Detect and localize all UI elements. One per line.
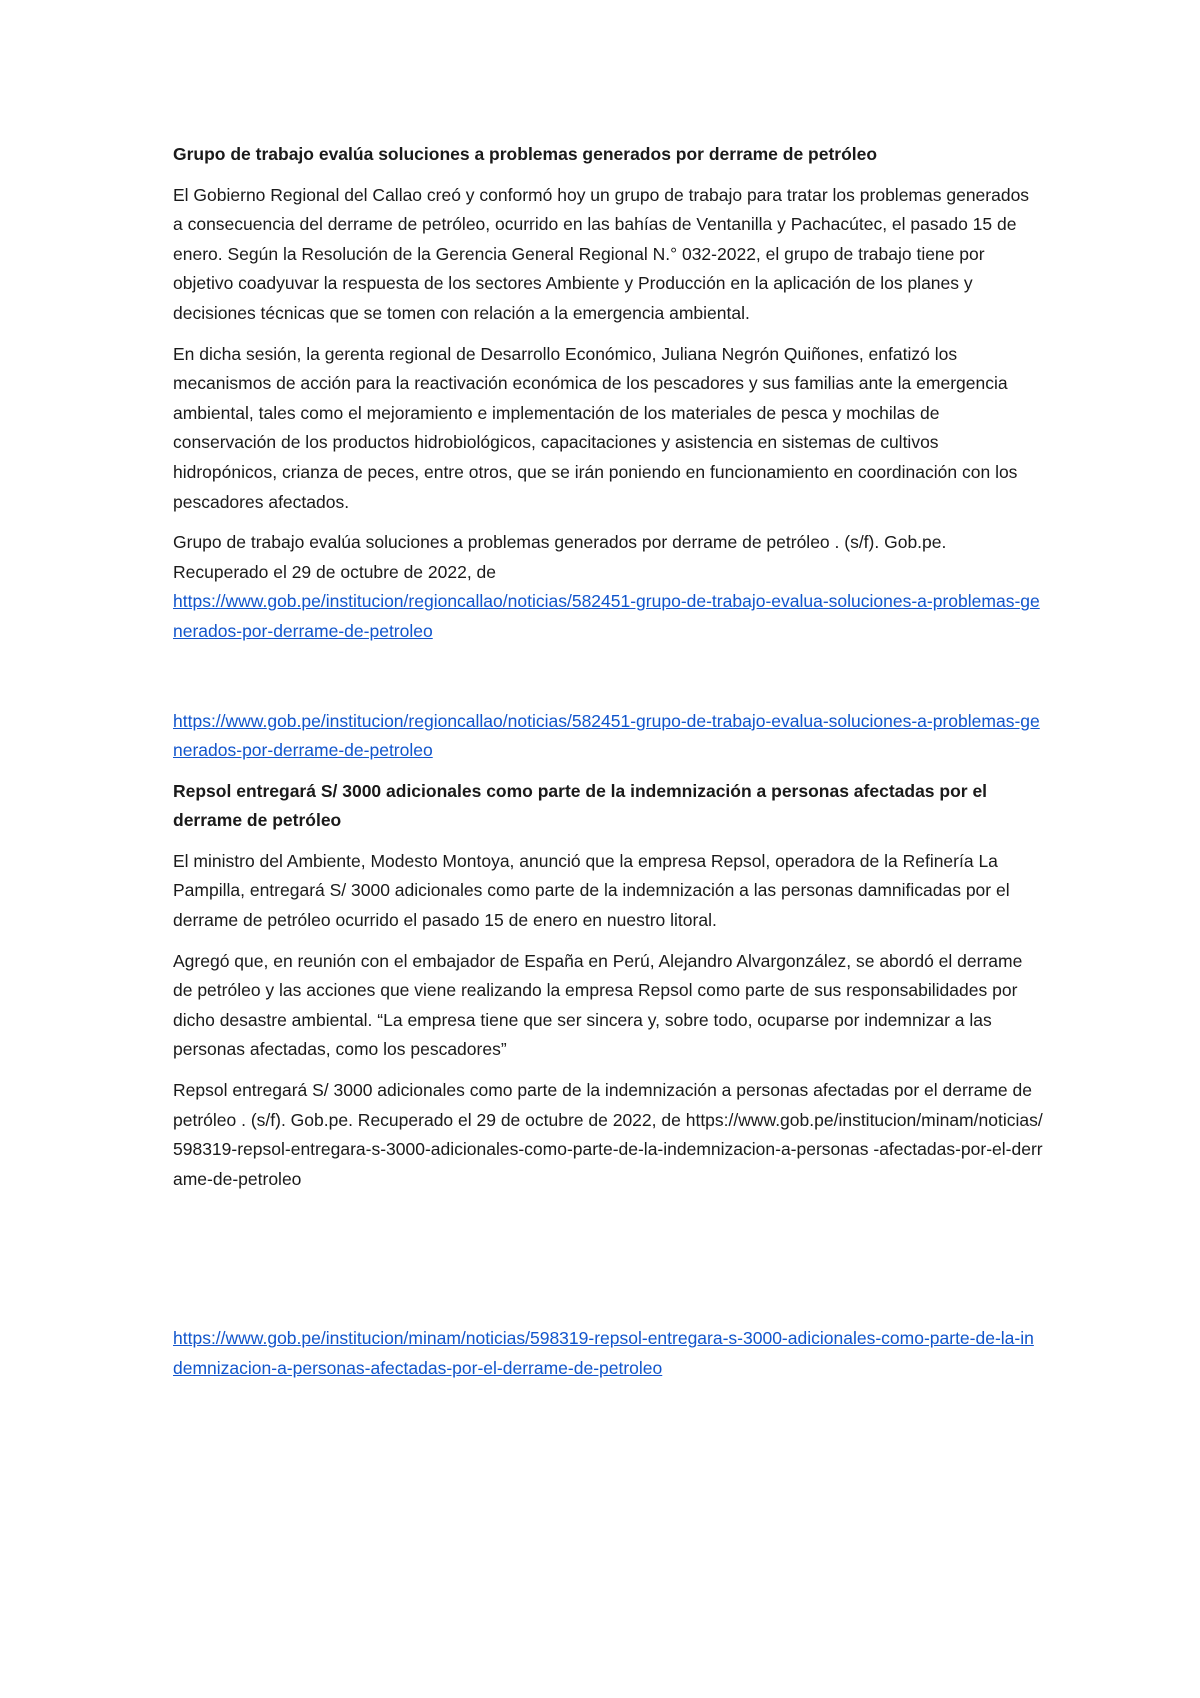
article1-paragraph-2: En dicha sesión, la gerenta regional de Desarrollo Económico, Juliana Negrón Quiñones, enfatizó los mecanismos de acción para la reactivación económica de los pescadores y sus familias ante la emergencia ambiental, tales como el mejoramiento e implementación de los materiales de pesca y mochilas de conservación de los productos hidrobiológicos, capacitaciones y asistencia en sistemas de cultivos hidropónicos, crianza de peces, entre otros, que se irán poniendo en funcionamiento en coordinación con los pescadores afectados.: [173, 343, 1018, 512]
article2-paragraph-1: El ministro del Ambiente, Modesto Montoya, anunció que la empresa Repsol, operadora de la Refinería La Pampilla, entregará S/ 3000 adicionales como parte de la indemnización a las personas damnificadas por el derrame de petróleo ocurrido el pasado 15 de enero en nuestro litoral.: [173, 850, 1010, 931]
article1-paragraph-1: El Gobierno Regional del Callao creó y conformó hoy un grupo de trabajo para tratar los problemas generados a consecuencia del derrame de petróleo, ocurrido en las bahías de Ventanilla y Pachacútec, el pasado 15 de enero. Según la Resolución de la Gerencia General Regional N.° 032-2022, el grupo de trabajo tiene por objetivo coadyuvar la respuesta de los sectores Ambiente y Producción en la aplicación de los planes y decisiones técnicas que se tomen con relación a la emergencia ambiental.: [173, 184, 1030, 323]
article1-citation-link[interactable]: https://www.gob.pe/institucion/regioncallao/noticias/582451-grupo-de-trabajo-evalua-soluciones-a-problemas-generados-por-derrame-de-petroleo: [173, 591, 1040, 641]
spacer: [173, 1205, 1043, 1324]
article2-citation-text: Repsol entregará S/ 3000 adicionales como parte de la indemnización a personas afectadas por el derrame de petróleo . (s/f). Gob.pe. Recuperado el 29 de octubre de 2022, de: [173, 1080, 1032, 1130]
article2-title: Repsol entregará S/ 3000 adicionales como parte de la indemnización a personas afectadas por el derrame de petróleo: [173, 780, 988, 831]
article2-citation-url: https://www.gob.pe/institucion/minam/noticias/598319-repsol-entregara-s-3000-adicionales-como-parte-de-la-indemnizacion-a-personas -afectadas-por-el-derrame-de-petroleo: [173, 1109, 1043, 1189]
document-page: [173, 140, 1043, 1395]
article1-citation: [173, 528, 1043, 646]
article1-title: Grupo de trabajo evalúa soluciones a problemas generados por derrame de petróleo: [173, 144, 878, 164]
article2-standalone-link[interactable]: https://www.gob.pe/institucion/minam/noticias/598319-repsol-entregara-s-3000-adicionales-como-parte-de-la-indemnizacion-a-personas-afectadas-por-el-derrame-de-petroleo: [173, 1328, 1034, 1378]
article2-citation: [173, 1076, 1043, 1194]
article2-standalone: [173, 1324, 1043, 1383]
spacer: [173, 658, 1043, 707]
article1-standalone: [173, 707, 1043, 766]
article1-citation-text: Grupo de trabajo evalúa soluciones a problemas generados por derrame de petróleo . (s/f). Gob.pe. Recuperado el 29 de octubre de 2022, de: [173, 532, 947, 582]
article1-standalone-link[interactable]: https://www.gob.pe/institucion/regioncallao/noticias/582451-grupo-de-trabajo-evalua-soluciones-a-problemas-generados-por-derrame-de-petroleo: [173, 710, 1040, 761]
article2-paragraph-2: Agregó que, en reunión con el embajador de España en Perú, Alejandro Alvargonzález, se abordó el derrame de petróleo y las acciones que viene realizando la empresa Repsol como parte de sus responsabilidades por dicho desastre ambiental. “La empresa tiene que ser sincera y, sobre todo, ocuparse por indemnizar a las personas afectadas, como los pescadores”: [173, 950, 1023, 1060]
